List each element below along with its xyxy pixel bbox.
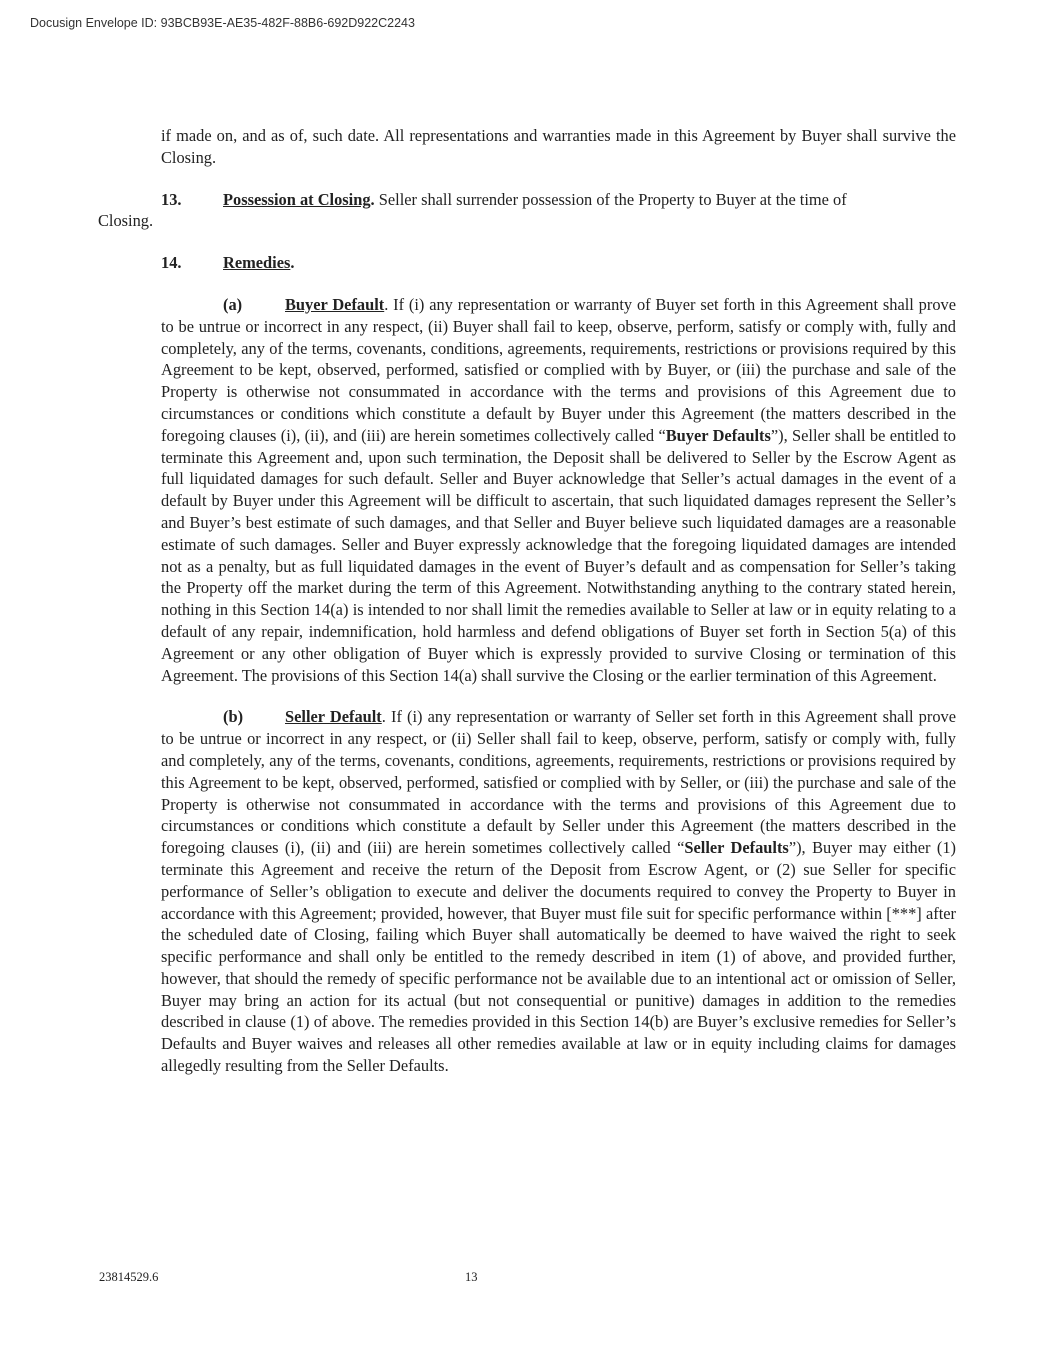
subsection-a-defined-term: Buyer Defaults [665, 425, 771, 445]
footer-document-id: 23814529.6 [99, 1270, 159, 1284]
section-13-text-continued: Closing. [98, 211, 154, 231]
section-13-number: 13. [161, 189, 182, 209]
footer-page-number: 13 [465, 1270, 478, 1284]
subsection-a-text-continued: ”), Seller shall be entitled to terminate this Agreement and, upon such termination, the Deposit shall be delivered to Seller by the Escrow Agent as full liquidated damages for such default. Seller and Buyer acknowledge that Seller’s actual damages in the event of a default by Buyer under this Agreement will be difficult to ascertain, that such liquidated damages represent the Seller’s and Buyer’s best estimate of such damages, and that Seller and Buyer believe such liquidated damages are a reasonable estimate of such damages. Seller and Buyer expressly acknowledge that the foregoing liquidated damages are intended not as a penalty, but as full liquidated damages in the event of Buyer’s default and as compensation for Seller’s taking the Property off the market during the term of this Agreement. Notwithstanding anything to the contrary stated herein, nothing in this Section 14(a) is intended to nor shall limit the remedies available to Seller at law or in equity relating to a default of any repair, indemnification, hold harmless and defend obligations of Buyer set forth in Section 5(a) of this Agreement or any other obligation of Buyer which is expressly provided to survive Closing or termination of this Agreement. The provisions of this Section 14(a) shall survive the Closing or the earlier termination of this Agreement. [161, 425, 956, 685]
section-13-text: Seller shall surrender possession of the Property to Buyer at the time of [374, 189, 847, 209]
subsection-a-text: . If (i) any representation or warranty of Buyer set forth in this Agreement shall prove to be untrue or incorrect in any respect, (ii) Buyer shall fail to keep, observe, perform, satisfy or comply with, fully and completely, any of the terms, covenants, conditions, agreements, requirements, restrictions or provisions required by this Agreement to be kept, observed, performed, satisfied or complied with by Buyer, or (iii) the purchase and sale of the Property is otherwise not consummated in accordance with the terms and provisions of this Agreement due to circumstances or conditions which constitute a default by Buyer under this Agreement (the matters described in the foregoing clauses (i), (ii), and (iii) are herein sometimes collectively called “ [161, 294, 956, 445]
subsection-a-label: (a) [223, 294, 243, 314]
section-13 [98, 189, 956, 233]
subsection-a [161, 294, 956, 686]
subsection-b-label: (b) [223, 707, 244, 727]
subsection-b-heading: Seller Default [285, 707, 382, 727]
subsection-a-heading: Buyer Default [285, 294, 385, 314]
intro-paragraph: if made on, and as of, such date. All representations and warranties made in this Agreement by Buyer shall survive the Closing. [161, 126, 956, 167]
subsection-b-text-continued: ”), Buyer may either (1) terminate this Agreement and receive the return of the Deposit from Escrow Agent, or (2) sue Seller for specific performance of Seller’s obligation to execute and deliver the documents required to convey the Property to Buyer in accordance with this Agreement; provided, however, that Buyer must file suit for specific performance within [***] after the scheduled date of Closing, failing which Buyer shall automatically be deemed to have waived the right to seek specific performance and shall only be entitled to the remedy described in item (1) of above, and provided further, however, that should the remedy of specific performance not be available due to an intentional act or omission of Seller, Buyer may bring an action for its actual (but not consequential or punitive) damages in addition to the remedies described in clause (1) of above. The remedies provided in this Section 14(b) are Buyer’s exclusive remedies for Seller’s Defaults and Buyer waives and releases all other remedies available at law or in equity including claims for damages allegedly resulting from the Seller Defaults. [161, 838, 957, 1076]
section-13-heading-punct: . [370, 189, 375, 209]
subsection-b-text: . If (i) any representation or warranty of Seller set forth in this Agreement shall prove to be untrue or incorrect in any respect, or (ii) Seller shall fail to keep, observe, perform, satisfy or comply with, fully and completely, any of the terms, covenants, conditions, agreements, requirements, restrictions or provisions required by this Agreement to be kept, observed, performed, satisfied or complied with by Seller, or (iii) the purchase and sale of the Property is otherwise not consummated in accordance with the terms and provisions of this Agreement due to circumstances or conditions which constitute a default by Seller under this Agreement (the matters described in the foregoing clauses (i), (ii) and (iii) are herein sometimes collectively called “ [161, 707, 956, 858]
subsection-b-defined-term: Seller Defaults [684, 838, 789, 858]
section-13-heading: Possession at Closing [223, 189, 371, 209]
section-14-heading: Remedies [223, 253, 291, 273]
docusign-envelope-id: Docusign Envelope ID: 93BCB93E-AE35-482F-88B6-692D922C2243 [30, 16, 415, 30]
section-14-heading-punct: . [290, 253, 295, 273]
section-14-number: 14. [161, 253, 182, 273]
subsection-b [161, 706, 956, 1077]
section-14-heading-row [161, 252, 956, 274]
document-body [98, 125, 957, 1097]
